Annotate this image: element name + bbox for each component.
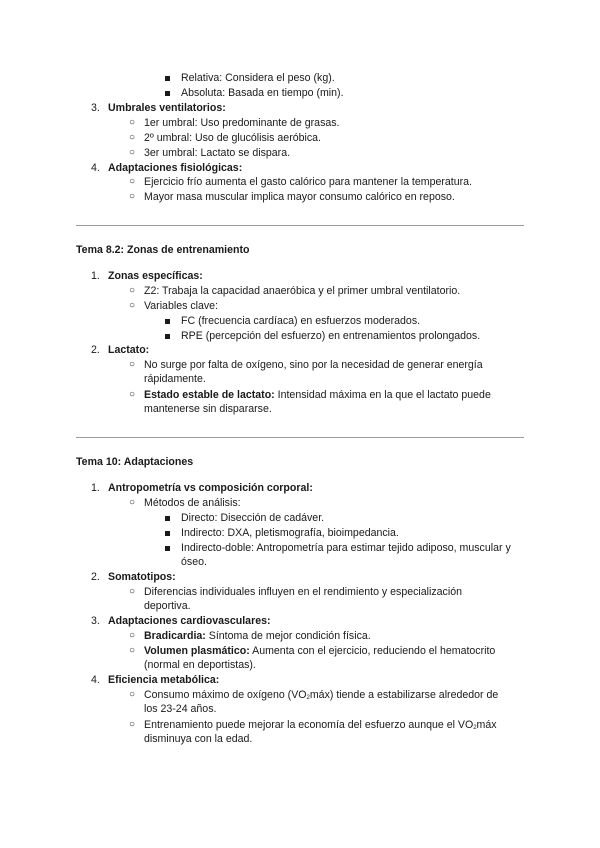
divider [76, 437, 524, 438]
list-subitem: Indirecto: DXA, pletismografía, bioimpedancia. [181, 527, 399, 539]
list-item-title: Adaptaciones cardiovasculares: [108, 615, 271, 627]
list-item-text: máx [476, 719, 497, 731]
circle-bullet-icon: ○ [129, 147, 136, 158]
list-item: Z2: Trabaja la capacidad anaeróbica y el primer umbral ventilatorio. [144, 285, 461, 297]
list-item [144, 388, 491, 402]
circle-bullet-icon: ○ [129, 191, 136, 202]
circle-bullet-icon: ○ [129, 359, 136, 370]
list-item-text: Intensidad máxima en la que el lactato puede [274, 389, 491, 401]
list-item-title: Eficiencia metabólica: [108, 674, 220, 686]
subscript: 2 [473, 725, 477, 731]
list-item-label: Estado estable de lactato: [144, 389, 275, 401]
list-number: 2. [91, 571, 100, 583]
list-subitem: Relativa: Considera el peso (kg). [181, 72, 335, 84]
list-subitem: RPE (percepción del esfuerzo) en entrenamientos prolongados. [181, 330, 481, 342]
list-item: Diferencias individuales influyen en el rendimiento y especialización [144, 586, 462, 598]
list-number: 3. [91, 102, 100, 114]
list-item-title: Lactato: [108, 344, 150, 356]
list-number: 4. [91, 674, 100, 686]
list-item-title: Umbrales ventilatorios: [108, 102, 226, 114]
section-heading: Tema 8.2: Zonas de entrenamiento [76, 244, 250, 256]
list-item-text: Entrenamiento puede mejorar la economía del esfuerzo aunque el VO [144, 719, 474, 731]
list-item: 1er umbral: Uso predominante de grasas. [144, 117, 340, 129]
list-item-continuation: mantenerse sin dispararse. [144, 403, 272, 415]
circle-bullet-icon: ○ [129, 689, 136, 700]
square-bullet-icon [165, 319, 170, 324]
list-item [144, 629, 371, 643]
list-item-text: máx) tiende a estabilizarse alrededor de [309, 689, 499, 701]
circle-bullet-icon: ○ [129, 586, 136, 597]
circle-bullet-icon: ○ [129, 630, 136, 641]
list-item-label: Bradicardia: [144, 630, 206, 642]
list-number: 1. [91, 270, 100, 282]
list-item-title: Antropometría vs composición corporal: [108, 482, 313, 494]
circle-bullet-icon: ○ [129, 497, 136, 508]
circle-bullet-icon: ○ [129, 300, 136, 311]
list-item: No surge por falta de oxígeno, sino por la necesidad de generar energía [144, 359, 483, 371]
section-heading: Tema 10: Adaptaciones [76, 456, 194, 468]
circle-bullet-icon: ○ [129, 645, 136, 656]
list-item-continuation: los 23-24 años. [144, 703, 217, 715]
list-item-label: Volumen plasmático: [144, 645, 250, 657]
list-item-title: Somatotipos: [108, 571, 176, 583]
list-number: 3. [91, 615, 100, 627]
list-subitem-continuation: óseo. [181, 556, 207, 568]
square-bullet-icon [165, 531, 170, 536]
square-bullet-icon [165, 546, 170, 551]
square-bullet-icon [165, 516, 170, 521]
circle-bullet-icon: ○ [129, 719, 136, 730]
list-item: 3er umbral: Lactato se dispara. [144, 147, 291, 159]
list-subitem: Absoluta: Basada en tiempo (min). [181, 87, 344, 99]
list-item-continuation: deportiva. [144, 600, 191, 612]
list-item: Mayor masa muscular implica mayor consumo calórico en reposo. [144, 191, 455, 203]
list-number: 2. [91, 344, 100, 356]
list-subitem: Indirecto-doble: Antropometría para estimar tejido adiposo, muscular y [181, 542, 511, 554]
list-number: 4. [91, 162, 100, 174]
list-item-title: Zonas específicas: [108, 270, 203, 282]
list-item: 2º umbral: Uso de glucólisis aeróbica. [144, 132, 321, 144]
list-subitem: Directo: Disección de cadáver. [181, 512, 325, 524]
square-bullet-icon [165, 334, 170, 339]
list-item: Variables clave: [144, 300, 218, 312]
circle-bullet-icon: ○ [129, 117, 136, 128]
circle-bullet-icon: ○ [129, 389, 136, 400]
list-number: 1. [91, 482, 100, 494]
list-item-continuation: (normal en deportistas). [144, 659, 256, 671]
circle-bullet-icon: ○ [129, 285, 136, 296]
circle-bullet-icon: ○ [129, 132, 136, 143]
divider [76, 225, 524, 226]
list-item: Ejercicio frío aumenta el gasto calórico para mantener la temperatura. [144, 176, 472, 188]
square-bullet-icon [165, 76, 170, 81]
square-bullet-icon [165, 91, 170, 96]
list-item-continuation: rápidamente. [144, 373, 206, 385]
subscript: 2 [306, 695, 310, 701]
list-item-text: Consumo máximo de oxígeno (VO [144, 689, 307, 701]
list-item [144, 644, 495, 658]
list-item-continuation: disminuya con la edad. [144, 733, 253, 745]
list-item: Métodos de análisis: [144, 497, 241, 509]
list-item-text: Aumenta con el ejercicio, reduciendo el hematocrito [249, 645, 496, 657]
list-subitem: FC (frecuencia cardíaca) en esfuerzos moderados. [181, 315, 421, 327]
circle-bullet-icon: ○ [129, 176, 136, 187]
list-item-title: Adaptaciones fisiológicas: [108, 162, 243, 174]
list-item-text: Síntoma de mejor condición física. [205, 630, 371, 642]
